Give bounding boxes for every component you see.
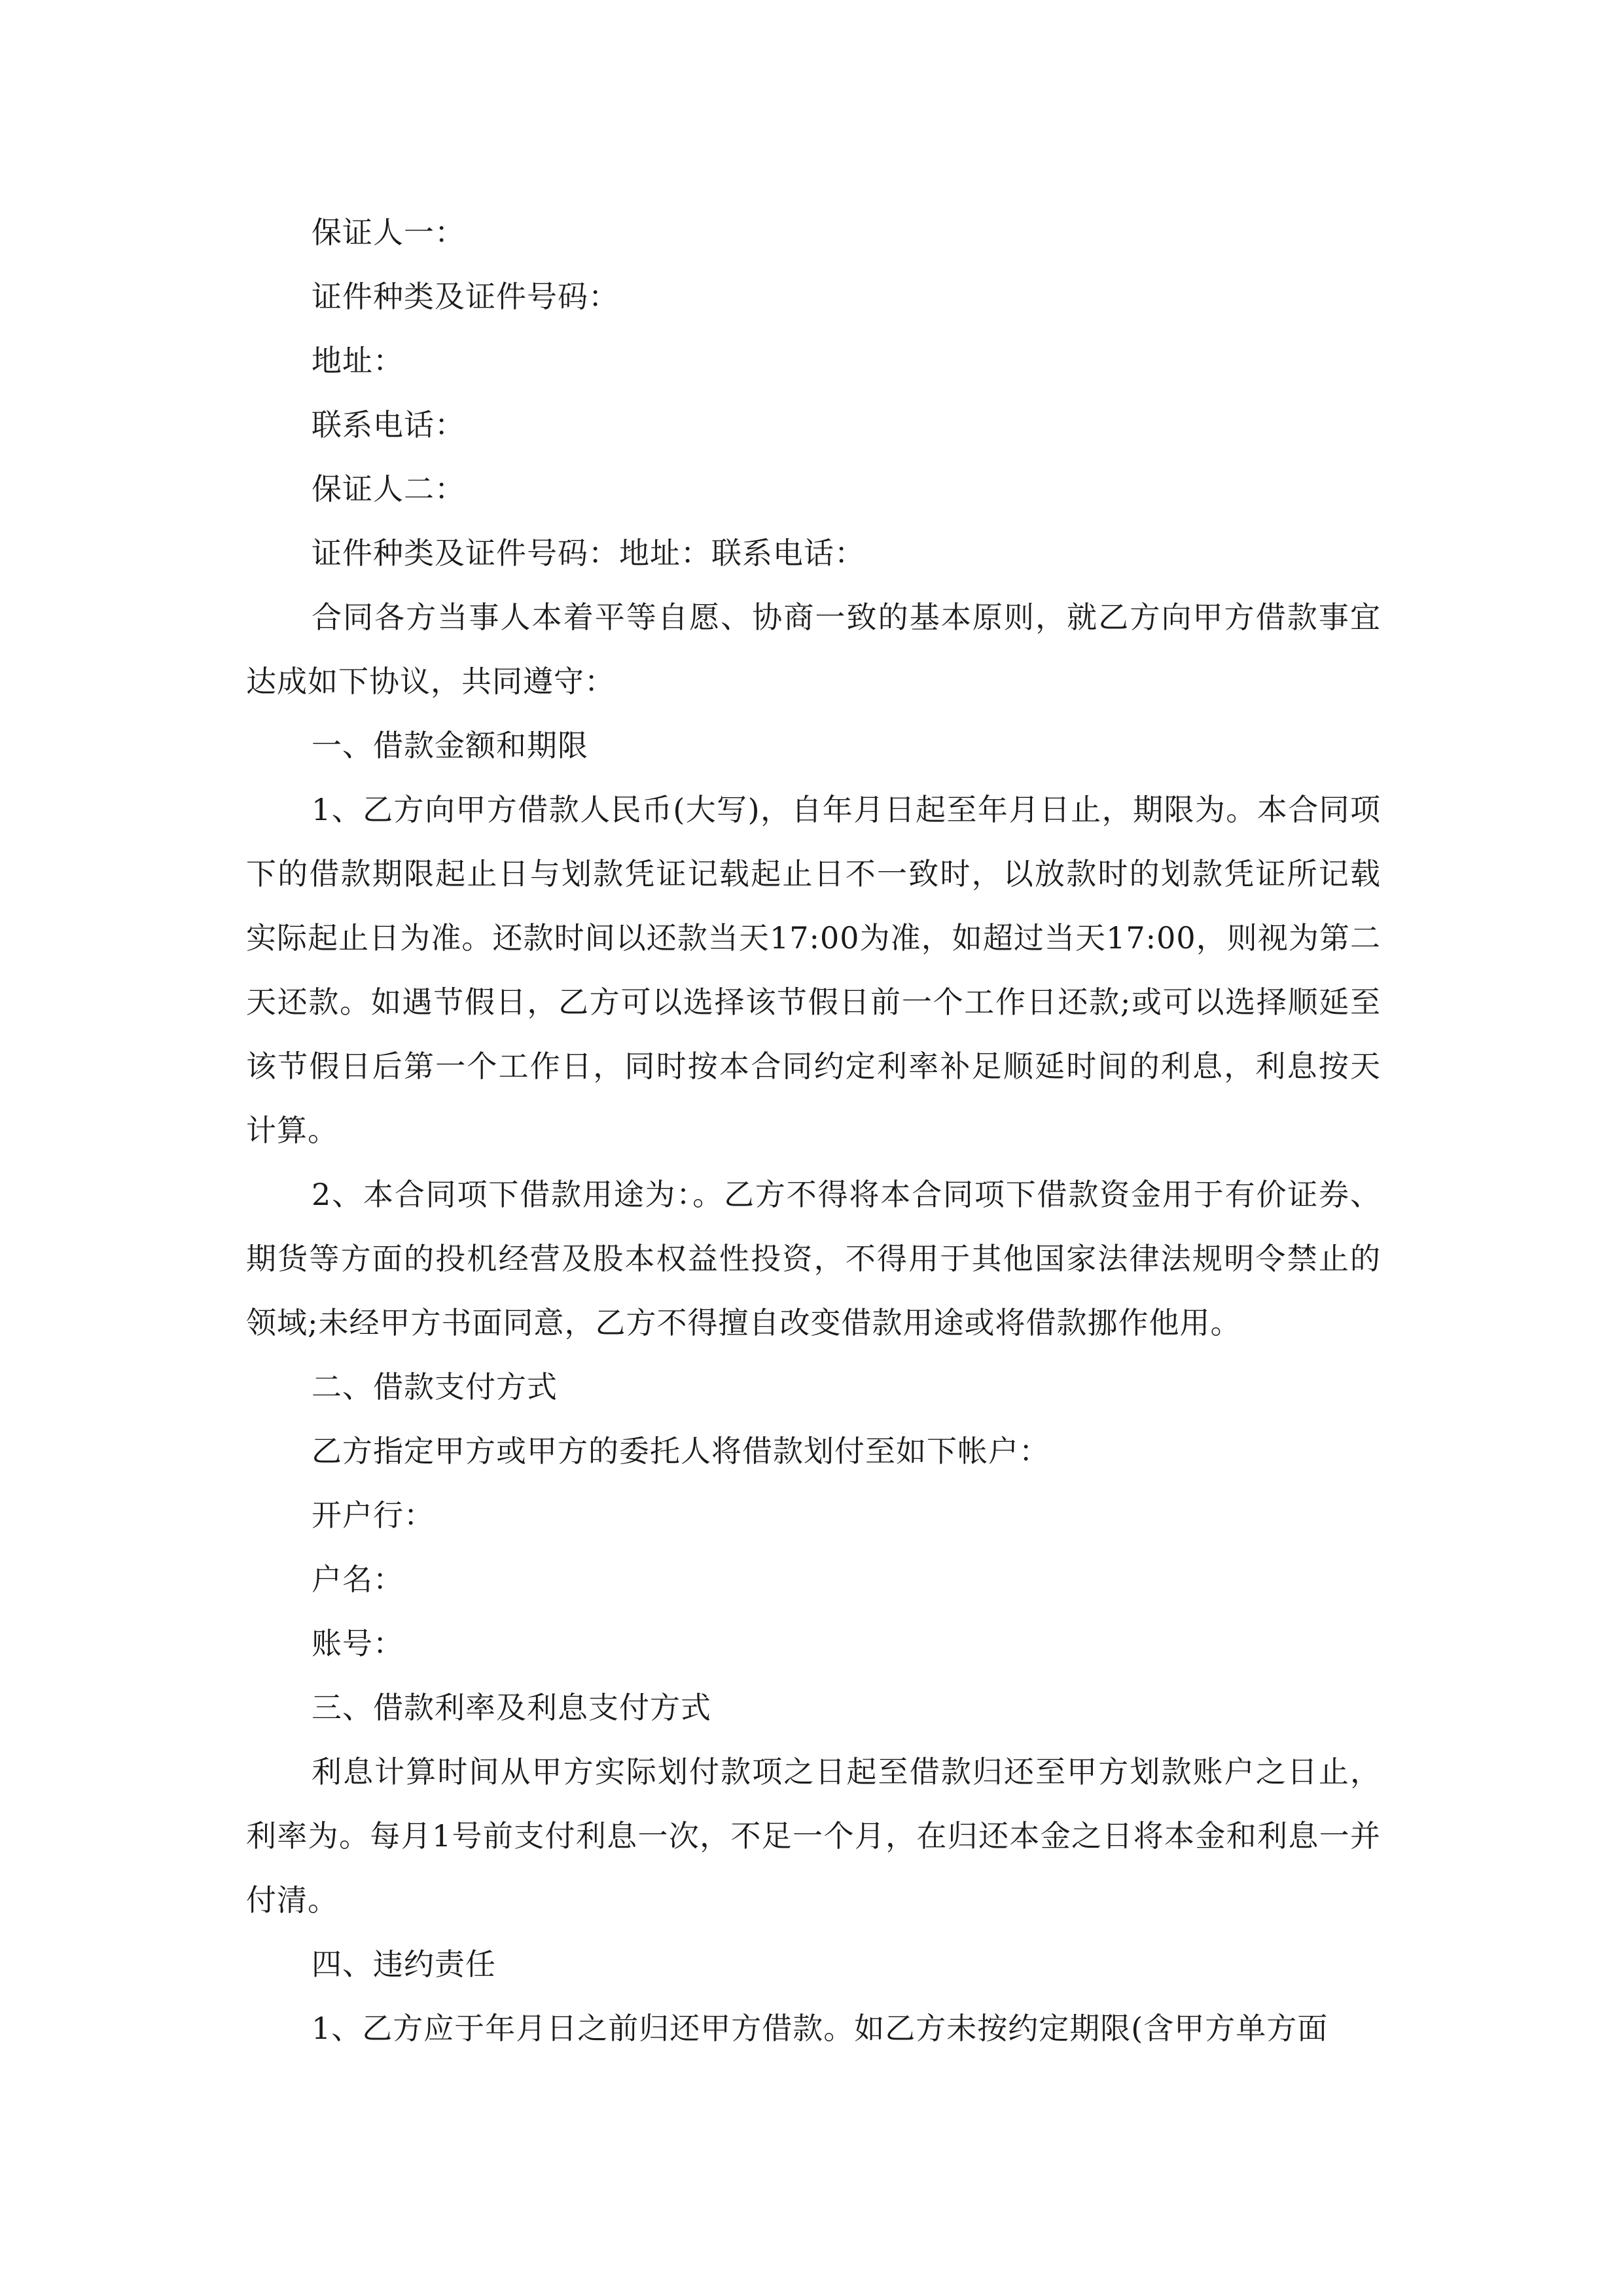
guarantor-two-label: 保证人二： <box>312 471 465 507</box>
contract-body <box>246 200 1381 2060</box>
clause-1-1: 1、乙方向甲方借款人民币(大写)，自年月日起至年月日止，期限为。本合同项下的借款期限起止日与划款凭证记载起止日不一致时，以放款时的划款凭证所记载实际起止日为准。还款时间以还款当天17:00为准，如超过当天17:00，则视为第二天还款。如遇节假日，乙方可以选择该节假日前一个工作日还款;或可以选择顺延至该节假日后第一个工作日，同时按本合同约定利率补足顺延时间的利息，利息按天计算。 <box>246 792 1381 1148</box>
payment-account-intro: 乙方指定甲方或甲方的委托人将借款划付至如下帐户： <box>312 1433 1050 1469</box>
account-number-label: 账号： <box>312 1626 404 1661</box>
clause-4-1: 1、乙方应于年月日之前归还甲方借款。如乙方未按约定期限(含甲方单方面 <box>312 2011 1329 2046</box>
section-heading-amount-term: 一、借款金额和期限 <box>312 728 588 763</box>
clause-1-2: 2、本合同项下借款用途为：。乙方不得将本合同项下借款资金用于有价证券、期货等方面的投机经营及股本权益性投资，不得用于其他国家法律法规明令禁止的领域;未经甲方书面同意，乙方不得擅自改变借款用途或将借款挪作他用。 <box>246 1177 1381 1340</box>
bank-label: 开户行： <box>312 1498 435 1533</box>
phone-label: 联系电话： <box>312 407 465 442</box>
section-heading-payment-method: 二、借款支付方式 <box>312 1369 558 1405</box>
account-name-label: 户名： <box>312 1562 404 1597</box>
guarantor-one-label: 保证人一： <box>312 215 465 250</box>
section-heading-liability: 四、违约责任 <box>312 1946 496 1982</box>
id-type-number-label: 证件种类及证件号码： <box>312 279 619 314</box>
interest-clause: 利息计算时间从甲方实际划付款项之日起至借款归还至甲方划款账户之日止，利率为。每月1号前支付利息一次，不足一个月，在归还本金之日将本金和利息一并付清。 <box>246 1754 1381 1918</box>
guarantor-two-details: 证件种类及证件号码：地址：联系电话： <box>312 535 865 571</box>
section-heading-interest: 三、借款利率及利息支付方式 <box>312 1690 711 1725</box>
preamble-paragraph: 合同各方当事人本着平等自愿、协商一致的基本原则，就乙方向甲方借款事宜达成如下协议，共同遵守： <box>246 600 1381 699</box>
address-label: 地址： <box>312 343 404 378</box>
